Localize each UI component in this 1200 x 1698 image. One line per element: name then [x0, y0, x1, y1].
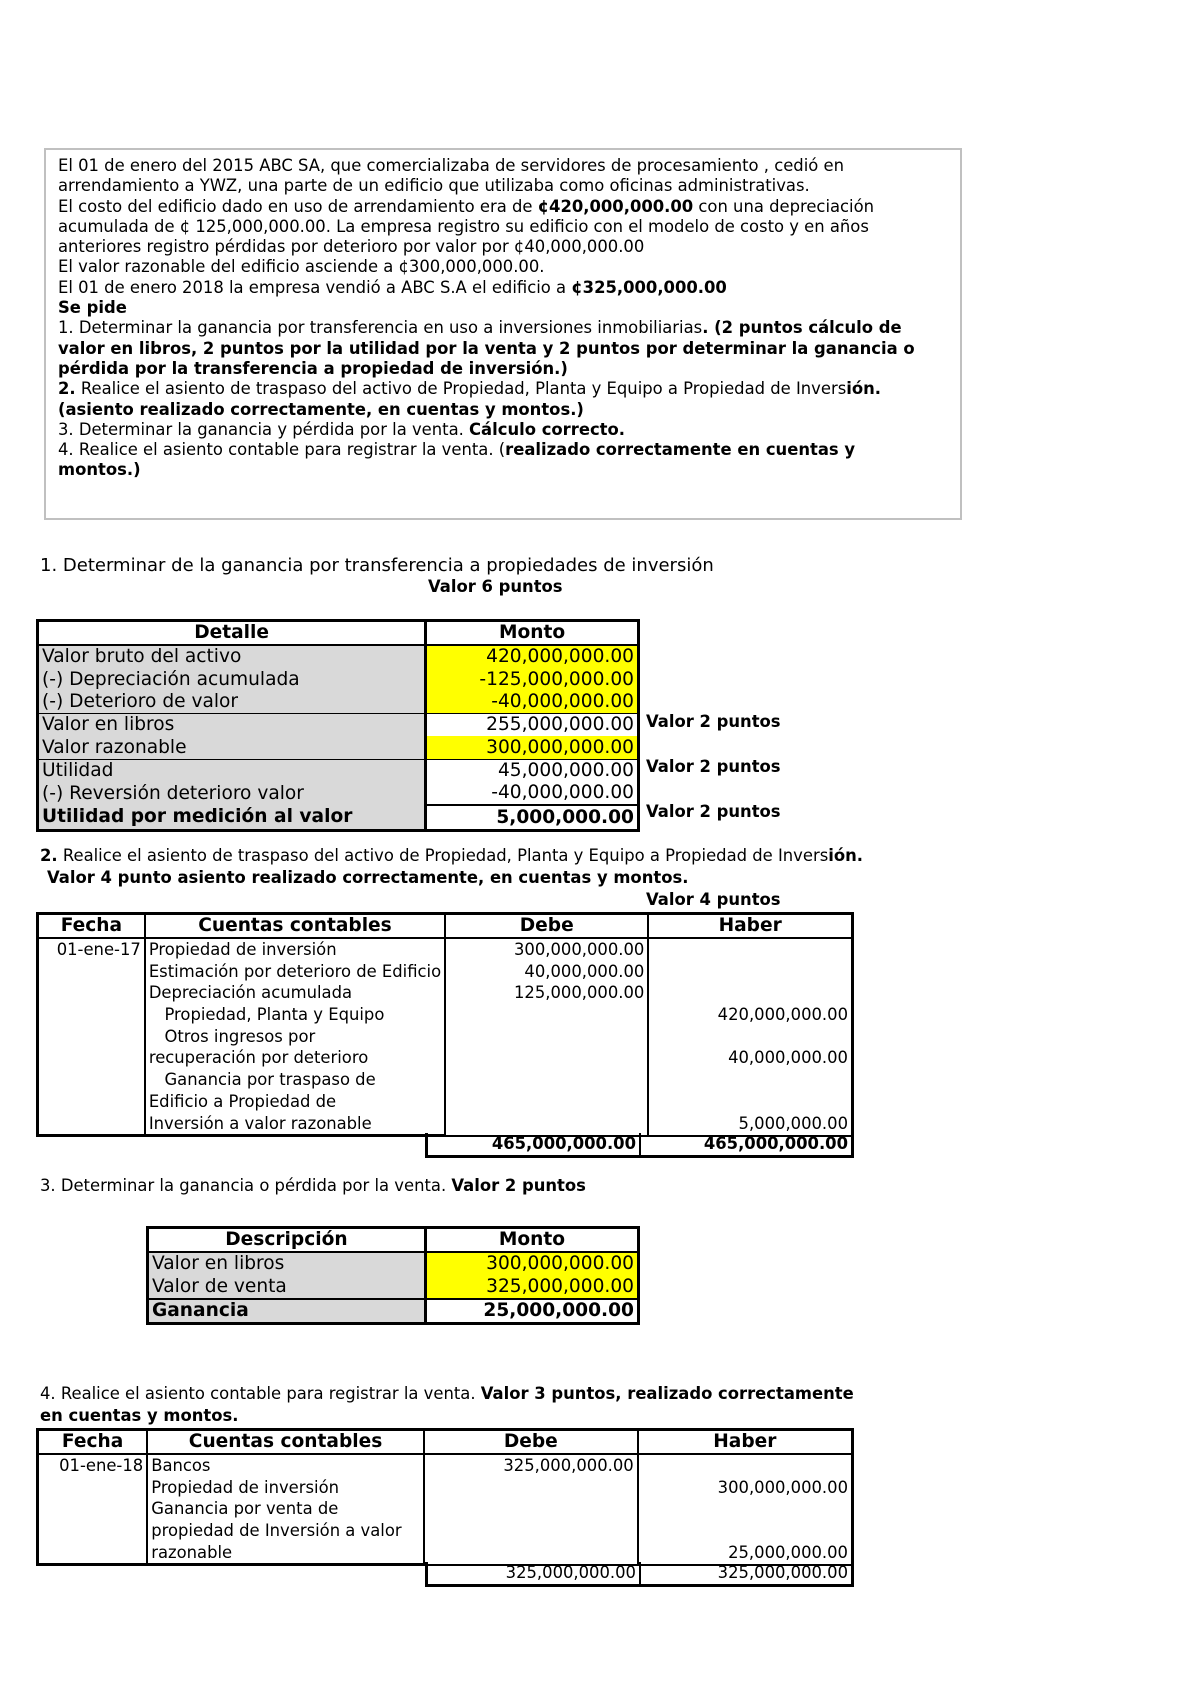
debit: 325,000,000.00 — [424, 1454, 638, 1477]
statement-line: El 01 de enero 2018 la empresa vendió a ABC S.A el edificio a ¢325,000,000.00 — [58, 277, 727, 297]
row-label: Valor de venta — [148, 1276, 426, 1299]
table-row — [38, 961, 853, 983]
header-fecha: Fecha — [38, 914, 145, 939]
account: Bancos — [147, 1454, 424, 1477]
debit — [445, 1004, 648, 1026]
header-debe: Debe — [445, 914, 648, 939]
debit — [424, 1477, 638, 1499]
header-debe: Debe — [424, 1430, 638, 1455]
row-label: Ganancia — [148, 1299, 426, 1324]
table-row — [38, 691, 639, 714]
table-row — [38, 1454, 853, 1477]
header-fecha: Fecha — [38, 1430, 148, 1455]
credit — [638, 1520, 853, 1542]
transfer-journal-totals — [425, 1133, 854, 1158]
row-amount: 25,000,000.00 — [483, 1300, 634, 1322]
debit — [445, 1026, 648, 1048]
statement-line: anteriores registro pérdidas por deterioro por valor por ¢40,000,000.00 — [58, 237, 645, 257]
sale-gain-table — [146, 1226, 640, 1325]
entry-date: 01-ene-18 — [38, 1454, 148, 1477]
problem-statement — [44, 148, 962, 520]
table-header-row — [38, 1430, 853, 1455]
credit — [638, 1454, 853, 1477]
statement-line: El 01 de enero del 2015 ABC SA, que comercializaba de servidores de procesamiento , cedió en — [58, 156, 844, 175]
table-row — [148, 1276, 639, 1299]
totals-row — [427, 1133, 853, 1156]
section2-points: Valor 4 puntos — [646, 890, 781, 909]
account: Otros ingresos por — [145, 1026, 445, 1048]
credit: 300,000,000.00 — [717, 1477, 848, 1497]
statement-line: acumulada de ¢ 125,000,000.00. La empresa registro su edificio con el modelo de costo y en años — [58, 216, 869, 236]
row-amount: 5,000,000.00 — [496, 806, 634, 828]
total-debit: 465,000,000.00 — [427, 1133, 640, 1156]
table-row — [38, 782, 639, 805]
credit: 40,000,000.00 — [728, 1048, 848, 1068]
credit — [648, 1091, 852, 1113]
section4-title: 4. Realice el asiento contable para registrar la venta. Valor 3 puntos, realizado correctamente — [40, 1384, 854, 1403]
account: Propiedad de inversión — [147, 1477, 424, 1499]
debit — [445, 1091, 648, 1113]
sale-journal-entry — [36, 1428, 854, 1566]
debit — [445, 1069, 648, 1091]
account: Propiedad de inversión — [145, 938, 445, 961]
row-amount: -40,000,000.00 — [426, 691, 639, 714]
table-header-row — [148, 1228, 639, 1253]
table-row — [38, 1477, 853, 1499]
table-header-row — [38, 914, 853, 939]
row-label: Valor razonable — [38, 736, 426, 759]
debit — [445, 1047, 648, 1069]
debit: 40,000,000.00 — [445, 961, 648, 983]
header-detalle: Detalle — [38, 621, 426, 646]
section2-title: 2. Realice el asiento de traspaso del activo de Propiedad, Planta y Equipo a Propiedad de Inversión. — [40, 846, 864, 865]
row-amount: 325,000,000.00 — [425, 1276, 638, 1299]
credit — [648, 938, 852, 961]
transfer-gain-table — [36, 619, 640, 832]
statement-line: 3. Determinar la ganancia y pérdida por la venta. Cálculo correcto. — [58, 419, 626, 439]
credit: 420,000,000.00 — [717, 1005, 848, 1025]
header-haber: Haber — [648, 914, 852, 939]
row-label: Utilidad — [38, 759, 426, 782]
row-label: Valor bruto del activo — [38, 645, 426, 668]
table-row — [38, 1026, 853, 1048]
row-amount: -125,000,000.00 — [426, 669, 639, 691]
table-row — [38, 1047, 853, 1069]
credit — [648, 982, 852, 1004]
row-label: (-) Reversión deterioro valor — [38, 782, 426, 805]
header-monto: Monto — [425, 1228, 638, 1253]
debit — [424, 1520, 638, 1542]
table-row — [38, 1091, 853, 1113]
statement-line: 1. Determinar la ganancia por transferencia en uso a inversiones inmobiliarias. (2 puntos cálculo de — [58, 318, 902, 338]
account: razonable — [147, 1542, 424, 1565]
credit — [648, 1069, 852, 1091]
debit — [424, 1498, 638, 1520]
header-haber: Haber — [638, 1430, 853, 1455]
table-row — [38, 645, 639, 668]
table-row — [148, 1252, 639, 1275]
table-row — [38, 669, 639, 691]
total-debit: 325,000,000.00 — [427, 1562, 640, 1585]
points-note: Valor 2 puntos — [646, 757, 781, 776]
points-note: Valor 2 puntos — [646, 802, 781, 821]
account: Edificio a Propiedad de — [145, 1091, 445, 1113]
table-row — [38, 759, 639, 782]
table-row — [38, 938, 853, 961]
row-label: Utilidad por medición al valor — [38, 805, 426, 830]
row-label: Valor en libros — [38, 714, 426, 737]
statement-line: montos.) — [58, 460, 141, 480]
table-row-total — [38, 805, 639, 830]
row-label: Valor en libros — [148, 1252, 426, 1275]
table-row — [38, 714, 639, 737]
debit: 125,000,000.00 — [445, 982, 648, 1004]
row-amount: 300,000,000.00 — [426, 736, 639, 759]
row-label: (-) Depreciación acumulada — [38, 669, 426, 691]
statement-line: 2. Realice el asiento de traspaso del activo de Propiedad, Planta y Equipo a Propiedad de Inversión. — [58, 379, 882, 399]
section1-title: 1. Determinar de la ganancia por transferencia a propiedades de inversión — [40, 555, 714, 576]
credit: 5,000,000.00 — [648, 1113, 852, 1136]
statement-line: El valor razonable del edificio asciende a ¢300,000,000.00. — [58, 257, 545, 277]
statement-heading: Se pide — [58, 298, 127, 318]
statement-line: 4. Realice el asiento contable para registrar la venta. (realizado correctamente en cuentas y — [58, 440, 856, 460]
credit — [648, 961, 852, 983]
row-amount: -40,000,000.00 — [426, 782, 639, 805]
header-cuentas: Cuentas contables — [145, 914, 445, 939]
table-row — [38, 1498, 853, 1520]
credit — [648, 1026, 852, 1048]
table-row-total — [148, 1299, 639, 1324]
debit: 300,000,000.00 — [445, 938, 648, 961]
account: Ganancia por traspaso de — [145, 1069, 445, 1091]
table-row — [38, 1520, 853, 1542]
table-row — [38, 1004, 853, 1026]
totals-row — [427, 1562, 853, 1585]
section4-title-cont: en cuentas y montos. — [40, 1406, 239, 1425]
total-credit: 465,000,000.00 — [703, 1134, 848, 1153]
row-label: (-) Deterioro de valor — [38, 691, 426, 714]
account: recuperación por deterioro — [145, 1047, 445, 1069]
statement-line: valor en libros, 2 puntos por la utilidad por la venta y 2 puntos por determinar la ganancia o — [58, 338, 915, 358]
account: propiedad de Inversión a valor — [147, 1520, 424, 1542]
account: Inversión a valor razonable — [145, 1113, 445, 1136]
section3-title: 3. Determinar la ganancia o pérdida por la venta. Valor 2 puntos — [40, 1176, 586, 1195]
row-amount: 300,000,000.00 — [425, 1252, 638, 1275]
row-amount: 45,000,000.00 — [497, 759, 634, 781]
statement-line: pérdida por la transferencia a propiedad de inversión.) — [58, 358, 568, 378]
section2-subtitle: Valor 4 punto asiento realizado correctamente, en cuentas y montos. — [47, 868, 689, 887]
account: Propiedad, Planta y Equipo — [145, 1004, 445, 1026]
account: Ganancia por venta de — [147, 1498, 424, 1520]
statement-line: arrendamiento a YWZ, una parte de un edificio que utilizaba como oficinas administrativas. — [58, 176, 810, 196]
table-header-row — [38, 621, 639, 646]
points-note: Valor 2 puntos — [646, 712, 781, 731]
credit: 25,000,000.00 — [638, 1542, 853, 1565]
header-descripcion: Descripción — [148, 1228, 426, 1253]
table-row — [38, 736, 639, 759]
header-monto: Monto — [426, 621, 639, 646]
header-cuentas: Cuentas contables — [147, 1430, 424, 1455]
sale-journal-totals — [425, 1562, 854, 1587]
table-row — [38, 1069, 853, 1091]
row-amount: 255,000,000.00 — [486, 714, 634, 736]
credit — [638, 1498, 853, 1520]
transfer-journal-entry — [36, 912, 854, 1137]
statement-line: El costo del edificio dado en uso de arrendamiento era de ¢420,000,000.00 con una depreciación — [58, 196, 875, 216]
total-credit: 325,000,000.00 — [717, 1563, 848, 1582]
account: Estimación por deterioro de Edificio — [145, 961, 445, 983]
entry-date: 01-ene-17 — [38, 938, 145, 961]
table-row — [38, 982, 853, 1004]
section1-subtitle: Valor 6 puntos — [428, 577, 563, 596]
statement-line: (asiento realizado correctamente, en cuentas y montos.) — [58, 399, 584, 419]
account: Depreciación acumulada — [145, 982, 445, 1004]
row-amount: 420,000,000.00 — [426, 645, 639, 668]
